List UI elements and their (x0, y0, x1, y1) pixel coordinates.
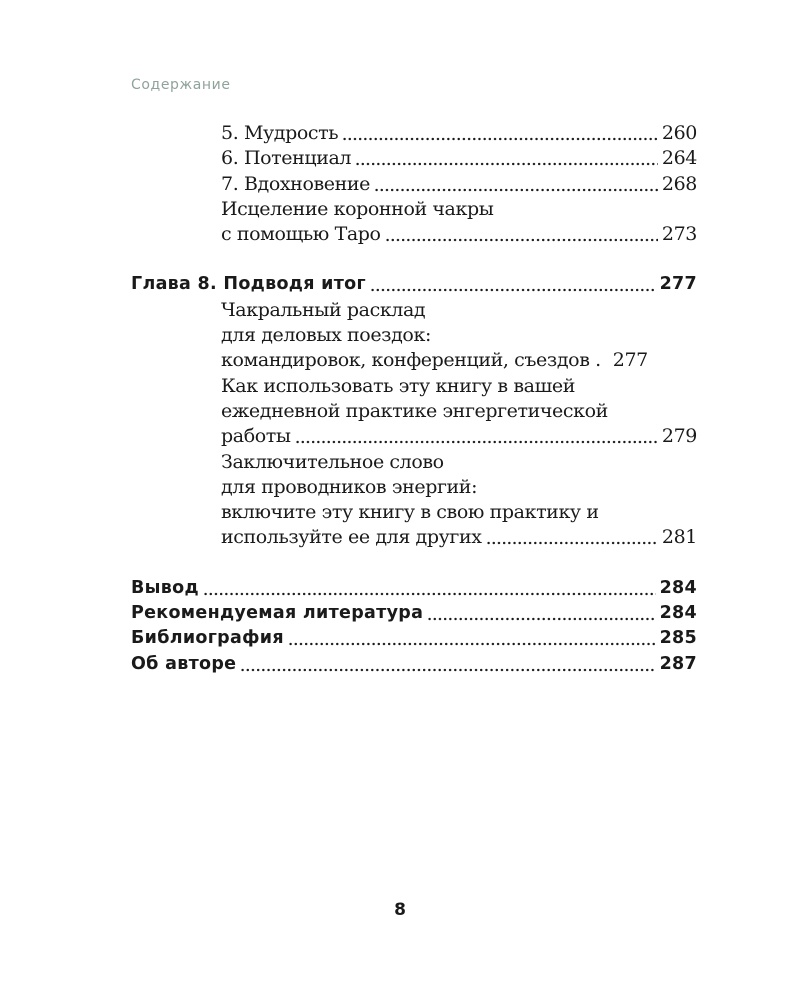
toc-entry[interactable] (131, 222, 697, 247)
dot-leader (203, 577, 656, 596)
toc-chapter-entry[interactable] (131, 626, 697, 651)
toc-entry[interactable] (131, 424, 697, 449)
toc-entry-title: с помощью Таро (221, 223, 381, 246)
section-gap (131, 551, 697, 576)
toc-page-number: 284 (659, 577, 697, 598)
dot-leader (374, 173, 658, 192)
section-gap (131, 247, 697, 272)
dot-leader (427, 602, 655, 621)
toc-page-number: 273 (661, 223, 697, 246)
toc-entry-title: используйте ее для других (221, 526, 482, 549)
toc-page-number: 277 (612, 349, 648, 372)
dot-leader (295, 425, 658, 444)
toc-entry-title-line: Чакральный расклад (221, 298, 426, 321)
toc-entry-title: Глава 8. Подводя итог (131, 274, 366, 295)
dot-leader (605, 349, 609, 368)
page-number: 8 (394, 900, 406, 920)
toc-page-number: 277 (659, 274, 697, 295)
toc-page-number: 287 (659, 653, 697, 674)
toc-entry-title-line: Заключительное слово (221, 450, 444, 473)
dot-leader (486, 526, 658, 545)
running-head: Содержание (131, 77, 231, 93)
toc-entry-title: Рекомендуемая литература (131, 603, 424, 624)
toc-entry-title: командировок, конференций, съездов . (221, 349, 601, 372)
toc-entry-title-line: включите эту книгу в свою практику и (221, 501, 599, 524)
toc-chapter-entry[interactable] (131, 601, 697, 626)
toc-entry-title-line: для деловых поездок: (221, 324, 431, 347)
toc-entry-title: Библиография (131, 628, 284, 649)
toc-chapter-entry[interactable] (131, 576, 697, 601)
toc-page-number: 284 (659, 603, 697, 624)
toc-page-number: 264 (661, 147, 697, 170)
toc-entry[interactable] (131, 121, 697, 146)
toc-chapter-entry[interactable] (131, 272, 697, 297)
toc-entry[interactable] (131, 525, 697, 550)
toc-entry[interactable] (131, 348, 697, 373)
toc-page-number: 279 (661, 425, 697, 448)
dot-leader (355, 147, 658, 166)
toc-chapter-entry[interactable] (131, 652, 697, 677)
toc-entry-title: работы (221, 425, 291, 448)
toc-entry-title-line: ежедневной практике энгергетической (221, 399, 608, 422)
table-of-contents (131, 121, 697, 677)
toc-entry-title: 5. Мудрость (221, 122, 339, 144)
dot-leader (288, 627, 656, 646)
toc-entry[interactable] (131, 146, 697, 171)
toc-entry-title: Об авторе (131, 653, 237, 674)
toc-entry[interactable] (131, 172, 697, 197)
toc-entry-title: Вывод (131, 577, 199, 598)
dot-leader (370, 273, 656, 292)
toc-page-number: 268 (661, 172, 697, 195)
toc-entry-title: 6. Потенциал (221, 147, 352, 170)
toc-entry-title-line: Как использовать эту книгу в вашей (221, 374, 575, 397)
toc-page-number: 281 (661, 526, 697, 549)
toc-entry-title-line: для проводников энергий: (221, 475, 478, 498)
dot-leader (385, 223, 658, 242)
toc-entry-title-line: Исцеление коронной чакры (221, 197, 494, 220)
dot-leader (342, 122, 658, 141)
toc-page-number: 285 (659, 628, 697, 649)
dot-leader (240, 653, 655, 672)
toc-entry-title: 7. Вдохновение (221, 172, 370, 195)
toc-page-number: 260 (661, 122, 697, 144)
